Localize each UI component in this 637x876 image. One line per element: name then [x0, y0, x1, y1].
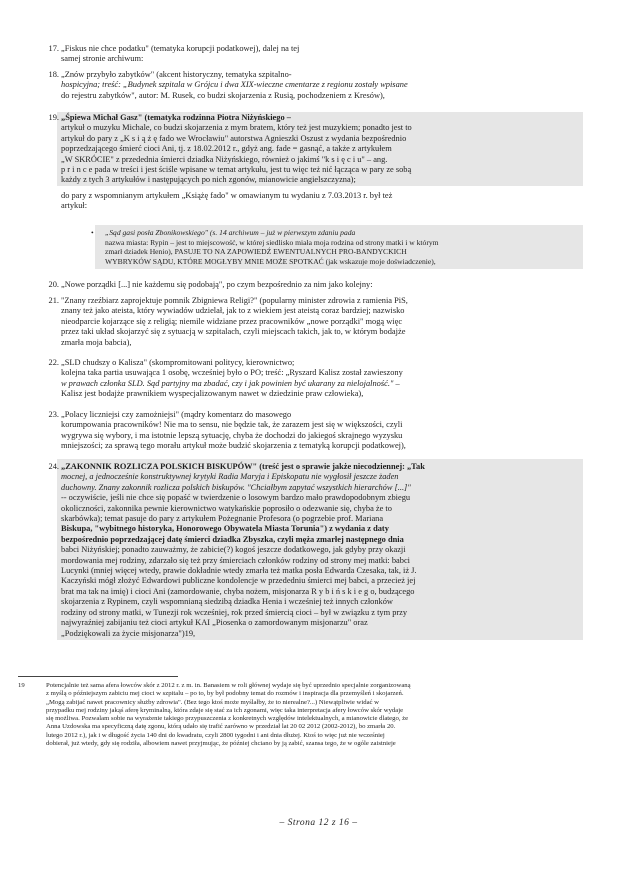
- item-line: Kaczyński mógł złożyć Edwardowi publiczne kondolencje w przededniu śmierci mej babci, a przecież jej: [61, 576, 416, 586]
- item-line: artykuł o muzyku Michale, co budzi skojarzenia z mym bratem, który też jest muzykiem; ponadto jest to: [61, 123, 412, 133]
- item-line: skarbówka); temat pasuje do pary z artykułem Pożegnanie Profesora (o pogrzebie prof. Mariana: [61, 514, 384, 524]
- item-line: „Nowe porządki [...] nie każdemu się podobają", po czym bezpośrednio za nim jako kolejny:: [61, 280, 373, 289]
- list-item-18: [48, 70, 581, 101]
- item-line: mocnej, a jednocześnie konstruktywnej krytyki Radia Maryja i Episkopatu nie wygłosił jeszcze żaden: [61, 472, 399, 482]
- footnote-line: się możliwa. Pozwalam sobie na wyrażenie takiego przypuszczenia z konkretnych względów intelektualnych, a mianowicie dlatego, że: [46, 715, 409, 723]
- footnote-number: 19: [18, 682, 25, 689]
- item-line: „Znów przybyło zabytków" (akcent historyczny, tematyka szpitalno-: [61, 70, 292, 79]
- footnote-line: Potencjalnie też sama afera łowców skór z 2012 r. z m. in. Banasiem w roli głównej wydaje się być uprzednio specjalnie zorganizowaną: [46, 682, 411, 689]
- item-line: „Podziękowali za życie misjonarza")19,: [61, 628, 196, 638]
- item-line: skojarzenia z Rypinem, czyli wspomnianą siedzibą dziadka Henia i wcześniej też innych członków: [61, 597, 393, 607]
- item-number: 21.: [48, 296, 59, 305]
- item-line: WYBRYKÓW SĄDU, KTÓRE MOGŁYBY MNIE MOŻE SPOTKAĆ (jak wskazuje moje doświadczenie),: [105, 256, 436, 266]
- list-item-19: [48, 113, 581, 186]
- item-line: wygrywa się wybory, i ma istotnie lepszą sytuację, chyba że dochodzi do jakiegoś skrajnego wyzysku: [61, 430, 403, 440]
- item-line: "Znany rzeźbiarz zaprojektuje pomnik Zbigniewa Religi?" (popularny minister zdrowia z ramienia PiS,: [61, 296, 408, 305]
- item-line: każdy z tych 3 artykułów i następujących po nich zgonów, mianowicie angielszczyzna);: [61, 175, 356, 185]
- item-line: rodziny od strony matki, w Tunezji rok wcześniej, rok przed śmiercią cioci – był w związku z tym przy: [61, 607, 408, 617]
- item-line: Lucynki (mniej więcej wtedy, prawie dokładnie wtedy zmarła też matka posła Edwarda Czesaka, tak, iż J.: [61, 566, 417, 576]
- item-line: znany też jako ateista, który wywiadów udzielał, jak to z wiekiem jest ateistą coraz bardziej; nazwisko: [61, 306, 405, 316]
- item-line: zmarł dziadek Henio), PASUJE TO NA ZAPOWIEDŹ EWENTUALNYCH PRO-BANDYCKICH: [105, 247, 407, 257]
- item-line: nieodparcie kojarzące się z religią; niemile widziane przez pracowników „nowe porządki" mogą więc: [61, 316, 403, 326]
- continuation-paragraph: [61, 191, 581, 212]
- item-number: 20.: [48, 280, 59, 289]
- footnote-line: „Mogą zabijać nawet pracownicy służby zdrowia". (Bez tego ktoś może myślałby, że to nierealne?...) Niewątpliwie widać w: [46, 698, 380, 706]
- item-line: artykuł do pary z „K s i ą ż ę fado we Wrocławiu" autorstwa Agnieszki Oszust z wydania bezpośrednio: [61, 133, 407, 143]
- list-item-24: [48, 462, 581, 639]
- item-line: kolejna taka partia usuwająca 1 osobę, wcześniej było o PO; treść: „Ryszard Kalisz został zawieszony: [61, 368, 403, 378]
- item-line: duchowny. Znany zakonnik rozlicza polskich biskupów. "Chciałbym zapytać wszystkich hierarchów [...]": [61, 482, 411, 492]
- item-line: przez taki układ skojarzyć się z sytuacją w szpitalach, czyli miejscach takich, jak to, w którym bodajże: [61, 327, 406, 337]
- list-item-21: [48, 296, 581, 348]
- list-item-22: [48, 358, 581, 400]
- item-line: korumpowania pracowników! Nie ma to sensu, nie będzie tak, że zarazem jest się w większości, czyli: [61, 420, 403, 430]
- item-line: brat ma tak na imię) i cioci Ani (zamordowanie, chyba nożem, misjonarza R y b i ń s k i e g o, budzącego: [61, 586, 415, 596]
- footnote-line: z myślą o późniejszym zabiciu mej cioci w szpitalu – po to, by był podobny temat do rozmów i inspiracja dla przemyśleń i skojarzeń.: [46, 690, 404, 698]
- item-line: hospicyjna; treść: „Budynek szpitala w Grójcu i dwa XIX-wieczne cmentarze z regionu zostały wpisane: [61, 80, 408, 90]
- item-line: mniejszości; za sprawą tego morału artykuł może budzić skojarzenia z tematyką korupcji podatkowej),: [61, 441, 406, 451]
- item-line: mordowania mej rodziny, zdarzało się też przy śmierciach członków rodziny od strony mej matki: babci: [61, 555, 410, 565]
- list-item-20: [48, 280, 581, 290]
- item-line: najwyraźniej zabijaniu też cioci artykuł KAI „Piosenka o zamordowanym misjonarzu" oraz: [61, 618, 368, 628]
- item-line: „W SKRÓCIE" z przedednia śmierci dziadka Niżyńskiego, również o jakimś "k s i ę c i u" – ang.: [61, 154, 388, 164]
- item-line: do pary z wspomnianym artykułem „Książę fado" w omawianym tu wydaniu z 7.03.2013 r. był też: [61, 191, 393, 200]
- item-line: w prawach członka SLD. Sąd partyjny ma zbadać, czy i jak powinien być ukarany za nielojalność." –: [61, 378, 400, 388]
- item-line: „ZAKONNIK ROZLICZA POLSKICH BISKUPÓW" (treść jest o sprawie jakże niecodziennej: „Tak: [61, 462, 425, 471]
- item-line: Biskupa, "wybitnego historyka, Honorowego Obywatela Miasta Torunia") z wydania z daty: [61, 524, 389, 534]
- page-number-footer: – Strona 12 z 16 –: [279, 818, 358, 828]
- item-line: Kalisz jest bodajże prawnikiem wyspecjalizowanym nawet w dziedzinie praw człowieka),: [61, 389, 364, 399]
- item-line: zmarła moja babcia),: [61, 337, 132, 347]
- item-number: 22.: [48, 358, 59, 367]
- item-line: „Sąd gasi posła Zbonikowskiego" (s. 14 archiwum – już w pierwszym zdaniu pada: [105, 228, 356, 237]
- bullet-item: [91, 228, 581, 266]
- item-number: 24.: [48, 462, 59, 471]
- list-item-23: [48, 410, 581, 452]
- item-line: nazwa miasta: Rypin – jest to miejscowość, w której siedlisko miała moja rodzina od strony matki i w którym: [105, 237, 439, 247]
- footnote-line: dobierał, już wtedy, gdy się rodziła, albowiem nawet przyjmując, że później chciano by ją zabić, szansa tego, że w ogóle zaistnieje: [46, 740, 396, 748]
- item-number: 17.: [48, 44, 59, 53]
- item-line: babci Niżyńskiej; ponadto zauważmy, że zabicie(?) kogoś jeszcze dodatkowego, jak gdyby przy okazji: [61, 545, 406, 555]
- item-line: „SLD chudszy o Kalisza" (skompromitowani politycy, kierownictwo;: [61, 358, 295, 367]
- footnote-line: Anna Uzdowska ma specyficzną datę zgonu, którą udało się trafić zarówno w przedział lat 20 02 2012 (2002-2012), bo zmarła 20.: [46, 723, 396, 731]
- footnote-separator: [18, 676, 178, 677]
- item-line: poprzedzającego śmierć cioci Ani, tj. z 18.02.2012 r., gdyż ang. fade = gasnąć, a także z artykułem: [61, 144, 392, 154]
- item-number: 23.: [48, 410, 59, 419]
- item-line: „Polacy liczniejsi czy zamożniejsi" (mądry komentarz do masowego: [61, 410, 292, 419]
- item-line: bezpośrednio poprzedzającej datę śmierci dziadka Zbyszka, czyli męża zmarłej następnego dnia: [61, 534, 404, 544]
- item-line: okoliczności, zakonnika pewnie kierownictwo watykańskie poprosiło o odezwanie się, chyba że to: [61, 503, 392, 513]
- item-line: do rejestru zabytków", autor: M. Rusek, co budzi skojarzenia z Rusią, pochodzeniem z Kresów),: [61, 90, 385, 100]
- item-line: -- oczywiście, jeśli nie chce się popaść w twierdzenie o losowym bardzo mało prawdopodobnym zbiegu: [61, 493, 411, 503]
- footnote-line: lutego 2012 r.), jak i w długość życia 140 dni do kwadratu, czyli 2800 tygodni i ani dnia dłużej. Ktoś to więc już nie wcześniej: [46, 731, 385, 739]
- item-line: „Fiskus nie chce podatku" (tematyka korupcji podatkowej), dalej na tej: [61, 44, 300, 53]
- footnote-line: przypadku mej rodziny jakąś aferę kryminalną, która zdaje się stać za ich zgonami, więc taka interpretacja afery łowców skór wydaje: [46, 706, 404, 714]
- item-number: 19.: [48, 113, 59, 122]
- item-line: artykuł:: [61, 201, 88, 211]
- item-line: samej stronie archiwum:: [61, 54, 144, 64]
- list-item-17: [48, 44, 581, 65]
- item-line: p r i n c e pada w treści i jest ściśle wpisane w temat artykułu, jest tu więc też nić łącząca w pary ze sobą: [61, 165, 412, 175]
- item-line: „Śpiewa Michał Gasz" (tematyka rodzinna Piotra Niżyńskiego –: [61, 113, 291, 122]
- bullet-icon: •: [91, 228, 94, 237]
- item-number: 18.: [48, 70, 59, 79]
